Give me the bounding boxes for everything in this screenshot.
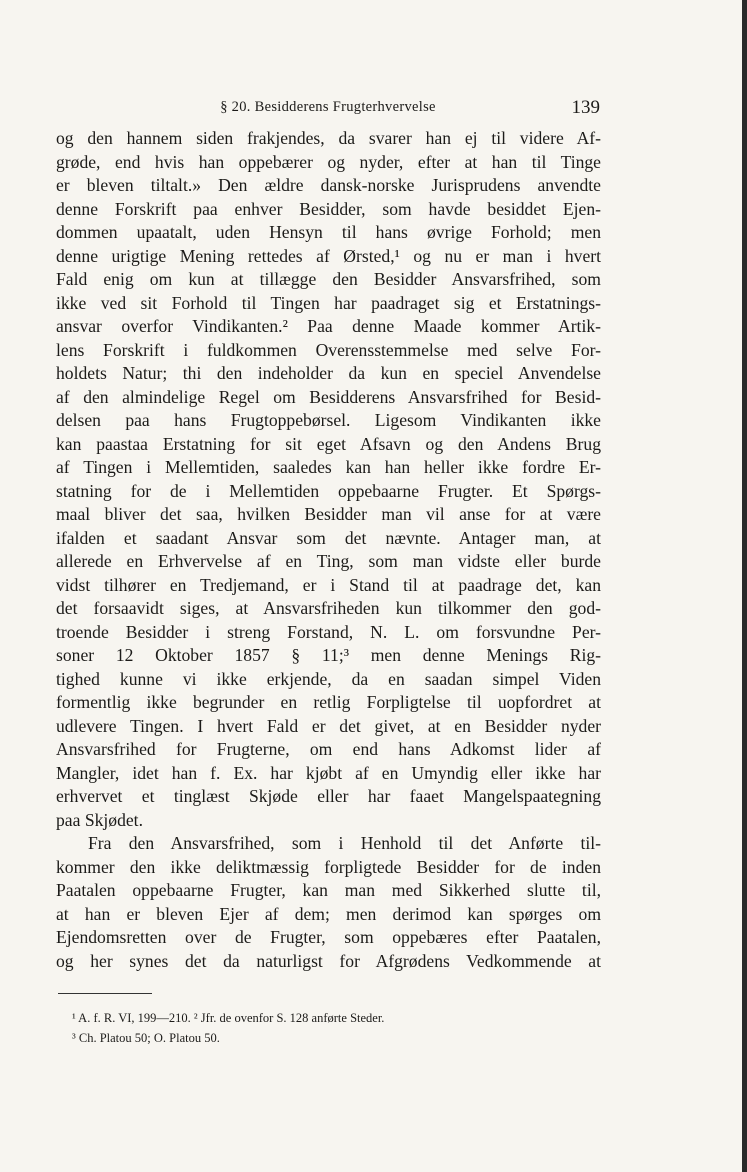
text-line: maal bliver det saa, hvilken Besidder man vil anse for at være [56, 504, 601, 524]
footnotes [72, 1008, 384, 1048]
text-line: tighed kunne vi ikke erkjende, da en saadan simpel Viden [56, 668, 601, 689]
text-line: Ansvarsfrihed for Frugterne, om end hans Adkomst lider af [56, 739, 601, 759]
text-line: denne urigtige Mening rettedes af Ørsted,¹ og nu er man i hvert [56, 245, 601, 266]
text-line: ifalden et saadant Ansvar som det nævnte. Antager man, at [56, 527, 601, 548]
text-line: og den hannem siden frakjendes, da svarer han ej til videre Af- [56, 128, 601, 148]
body-text [56, 127, 601, 973]
text-line: dommen upaatalt, uden Hensyn til hans øvrige Forhold; men [56, 222, 601, 242]
text-line: kan paastaa Erstatning for sit eget Afsavn og den Andens Brug [56, 433, 601, 454]
text-line: paa Skjødet. [56, 809, 143, 830]
text-line: soner 12 Oktober 1857 § 11;³ men denne Menings Rig- [56, 645, 601, 665]
text-line: denne Forskrift paa enhver Besidder, som havde besiddet Ejen- [56, 198, 601, 219]
text-line: det forsaavidt siges, at Ansvarsfriheden kun tilkommer den god- [56, 598, 601, 618]
page-header [56, 97, 600, 121]
text-line: delsen paa hans Frugtoppebørsel. Ligesom Vindikanten ikke [56, 410, 601, 430]
running-title: § 20. Besidderens Frugterhvervelse [220, 99, 436, 115]
footnote: ¹ A. f. R. VI, 199—210. ² Jfr. de ovenfor S. 128 anførte Steder. [72, 1011, 385, 1025]
text-line: lens Forskrift i fuldkommen Overensstemmelse med selve For- [56, 339, 601, 360]
text-line: at han er bleven Ejer af dem; men derimod kan spørges om [56, 903, 601, 924]
page-number: 139 [571, 97, 600, 118]
text-line: vidst tilhører en Tredjemand, er i Stand til at paadrage det, kan [56, 574, 601, 595]
scan-edge [742, 0, 747, 1172]
text-line: af Tingen i Mellemtiden, saaledes kan han heller ikke fordre Er- [56, 457, 601, 477]
text-line: Mangler, idet han f. Ex. har kjøbt af en Umyndig eller ikke har [56, 762, 601, 783]
text-line: troende Besidder i streng Forstand, N. L. om forsvundne Per- [56, 621, 601, 642]
text-line: formentlig ikke begrunder en retlig Forpligtelse til uopfordret at [56, 692, 601, 712]
footnote: ³ Ch. Platou 50; O. Platou 50. [72, 1031, 220, 1045]
text-line: Fald enig om kun at tillægge den Besidder Ansvarsfrihed, som [56, 269, 601, 289]
footnote-divider [58, 993, 152, 994]
text-line: statning for de i Mellemtiden oppebaarne Frugter. Et Spørgs- [56, 480, 601, 501]
text-line: erhvervet et tinglæst Skjøde eller har faaet Mangelspaategning [56, 786, 601, 806]
text-line: Paatalen oppebaarne Frugter, kan man med Sikkerhed slutte til, [56, 880, 601, 900]
text-line: Fra den Ansvarsfrihed, som i Henhold til det Anførte til- [88, 833, 601, 853]
text-line: udlevere Tingen. I hvert Fald er det givet, at en Besidder nyder [56, 715, 601, 736]
text-line: holdets Natur; thi den indeholder da kun en speciel Anvendelse [56, 363, 601, 383]
text-line: ansvar overfor Vindikanten.² Paa denne Maade kommer Artik- [56, 316, 601, 336]
text-line: kommer den ikke deliktmæssig forpligtede Besidder for de inden [56, 856, 601, 877]
text-line: Ejendomsretten over de Frugter, som oppebæres efter Paatalen, [56, 927, 601, 947]
text-line: er bleven tiltalt.» Den ældre dansk-norske Jurisprudens anvendte [56, 175, 601, 195]
text-line: ikke ved sit Forhold til Tingen har paadraget sig et Erstatnings- [56, 292, 601, 313]
text-line: allerede en Erhvervelse af en Ting, som man vidste eller burde [56, 551, 601, 571]
text-line: og her synes det da naturligst for Afgrødens Vedkommende at [56, 950, 601, 971]
text-line: grøde, end hvis han oppebærer og nyder, efter at han til Tinge [56, 151, 601, 172]
text-line: af den almindelige Regel om Besidderens Ansvarsfrihed for Besid- [56, 386, 601, 407]
